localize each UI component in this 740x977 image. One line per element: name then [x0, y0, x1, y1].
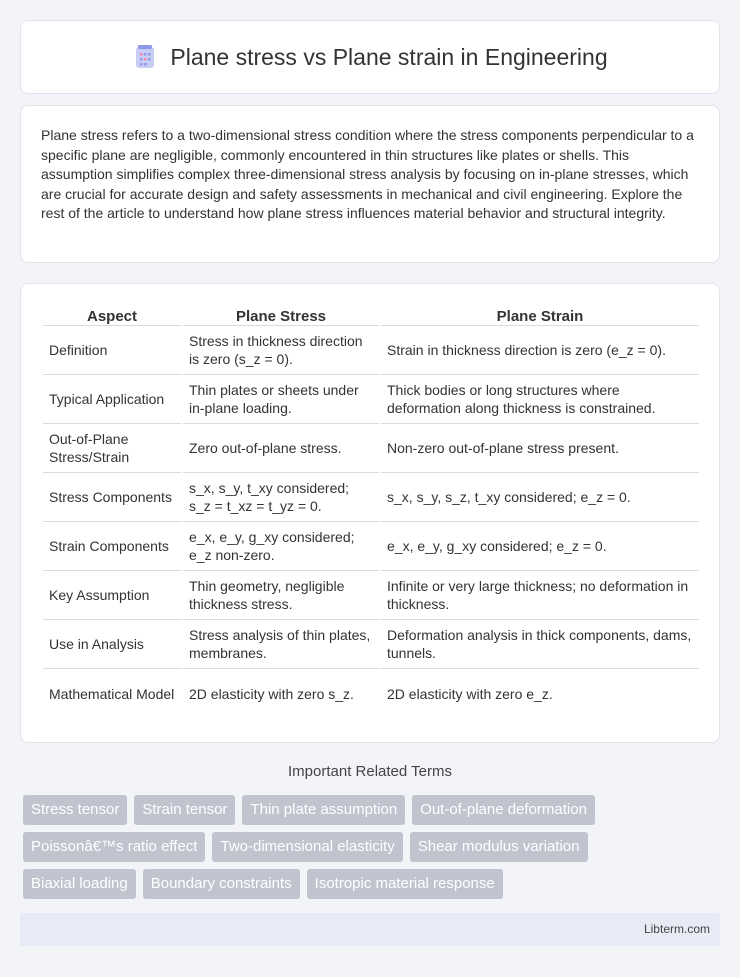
table-cell: Thin plates or sheets under in-plane loading.: [183, 375, 379, 424]
related-term-tag[interactable]: Two-dimensional elasticity: [212, 832, 402, 862]
table-cell: Use in Analysis: [43, 620, 181, 669]
table-cell: Stress analysis of thin plates, membranes.: [183, 620, 379, 669]
table-cell: Strain Components: [43, 522, 181, 571]
table-row: [43, 473, 699, 522]
tag-row: [23, 832, 723, 862]
footer: [20, 913, 720, 946]
footer-site-link[interactable]: Libterm.com: [643, 922, 710, 936]
related-term-tag[interactable]: Strain tensor: [134, 795, 235, 825]
table-cell: s_x, s_y, s_z, t_xy considered; e_z = 0.: [381, 473, 699, 522]
related-term-tag[interactable]: Biaxial loading: [23, 869, 136, 899]
table-row: [43, 620, 699, 669]
table-cell: Stress in thickness direction is zero (s_z = 0).: [183, 326, 379, 375]
tag-row: [23, 795, 723, 825]
table-cell: Definition: [43, 326, 181, 375]
table-cell: Deformation analysis in thick components, dams, tunnels.: [381, 620, 699, 669]
related-term-tag[interactable]: Boundary constraints: [143, 869, 300, 899]
table-header-row: [43, 304, 699, 326]
table-cell: s_x, s_y, t_xy considered; s_z = t_xz = t_yz = 0.: [183, 473, 379, 522]
table-cell: Strain in thickness direction is zero (e_z = 0).: [381, 326, 699, 375]
related-term-tag[interactable]: Shear modulus variation: [410, 832, 588, 862]
column-header: Aspect: [43, 304, 181, 326]
table-cell: e_x, e_y, g_xy considered; e_z = 0.: [381, 522, 699, 571]
related-term-tag[interactable]: Poissonâ€™s ratio effect: [23, 832, 205, 862]
table-cell: Key Assumption: [43, 571, 181, 620]
related-term-tag[interactable]: Out-of-plane deformation: [412, 795, 595, 825]
table-row: [43, 669, 699, 718]
tag-row: [23, 869, 723, 899]
table-row: [43, 375, 699, 424]
related-term-tag[interactable]: Isotropic material response: [307, 869, 503, 899]
table-row: [43, 571, 699, 620]
column-header: Plane Strain: [381, 304, 699, 326]
table-cell: e_x, e_y, g_xy considered; e_z non-zero.: [183, 522, 379, 571]
table-row: [43, 424, 699, 473]
table-cell: Infinite or very large thickness; no deformation in thickness.: [381, 571, 699, 620]
table-cell: Thick bodies or long structures where deformation along thickness is constrained.: [381, 375, 699, 424]
column-header: Plane Stress: [183, 304, 379, 326]
comparison-table-card: [20, 283, 720, 743]
page-title: Plane stress vs Plane strain in Engineering: [170, 43, 608, 70]
table-cell: Stress Components: [43, 473, 181, 522]
related-term-tag[interactable]: Stress tensor: [23, 795, 127, 825]
table-cell: Mathematical Model: [49, 685, 175, 702]
intro-card: [20, 105, 720, 263]
intro-paragraph: Plane stress refers to a two-dimensional stress condition where the stress components perpendicular to a specific plane are negligible, commonly encountered in thin structures like plates or shells. This assumption simplifies complex three-dimensional stress analysis by focusing on in-plane stresses, which are crucial for accurate design and safety assessments in mechanical and civil engineering. Explore the rest of the article to understand how plane stress influences material behavior and structural integrity.: [41, 127, 694, 221]
related-terms-heading: Important Related Terms: [288, 763, 452, 780]
table-row: [43, 522, 699, 571]
table-cell: Zero out-of-plane stress.: [183, 424, 379, 473]
table-cell: Thin geometry, negligible thickness stress.: [183, 571, 379, 620]
table-cell: Non-zero out-of-plane stress present.: [381, 424, 699, 473]
table-cell: Typical Application: [43, 375, 181, 424]
document-stack-icon: [132, 44, 158, 70]
table-row: [43, 326, 699, 375]
comparison-table: [41, 304, 701, 718]
related-term-tag[interactable]: Thin plate assumption: [242, 795, 405, 825]
table-cell: 2D elasticity with zero e_z.: [387, 685, 553, 702]
related-terms-list: [23, 795, 723, 906]
table-cell: Out-of-Plane Stress/Strain: [43, 424, 181, 473]
table-cell: 2D elasticity with zero s_z.: [189, 685, 354, 702]
title-card: [20, 20, 720, 94]
